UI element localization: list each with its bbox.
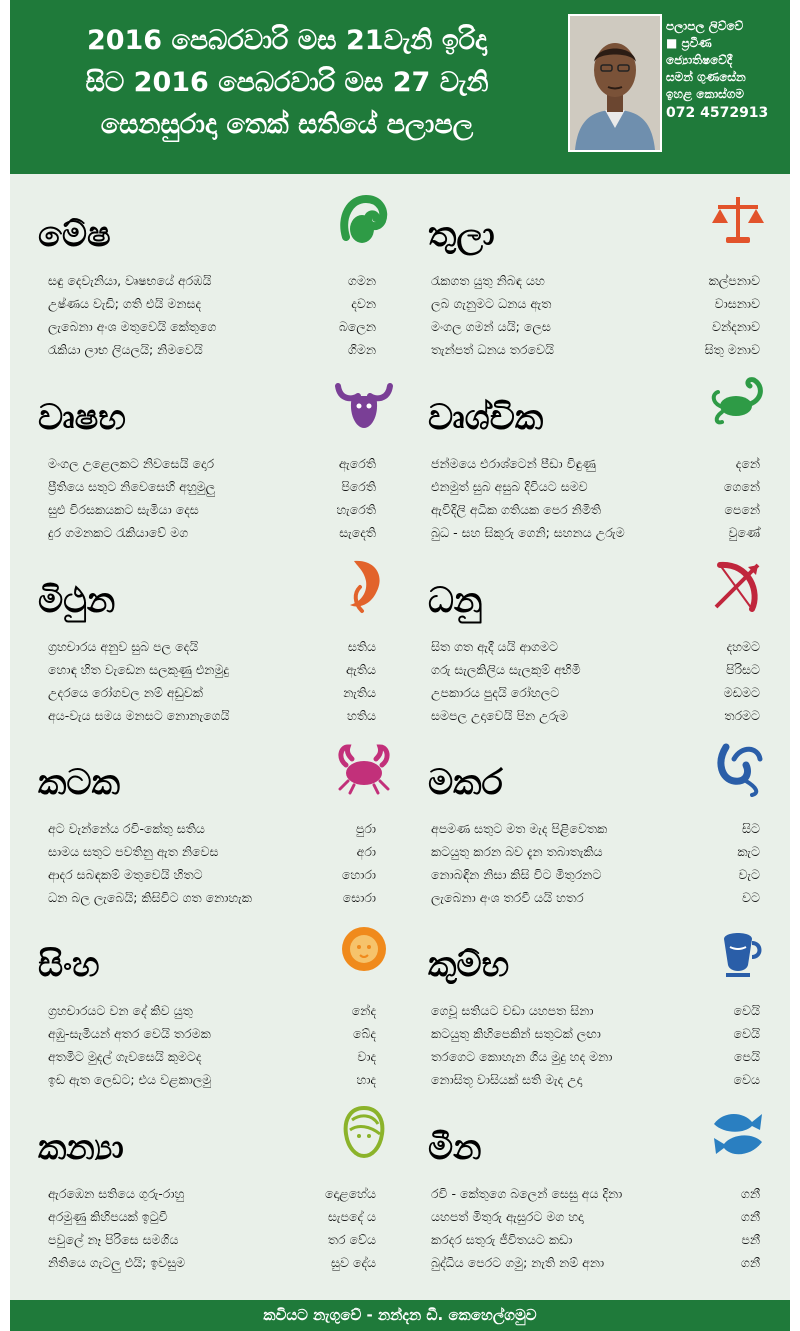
sign-title: ධනු <box>428 581 483 621</box>
title-line: 2016 පෙබරවාරි මස 21වැනි ඉරිදා <box>86 25 488 56</box>
verse-rhyme-word: කල්පනාව <box>708 273 760 288</box>
verse-line: මංගල ගමන් යයි; ලෙස <box>431 319 551 334</box>
verse-line: ධන බල ලැබෙයි; කිසිවිට ගත නොහැක <box>48 890 252 905</box>
verse-line: නොබඳින නිසා කිසි විට මිතුරනට <box>431 867 602 882</box>
astrologer-photo <box>568 14 662 152</box>
verse-rhyme-word: සිතු මනාව <box>704 342 760 357</box>
verse-rhyme-word: වාද <box>357 1049 376 1064</box>
verse-rhyme-word: ගනී <box>740 1209 760 1224</box>
verse-line: උපකාරය පුදයි රෝහලට <box>431 685 560 700</box>
verse-rhyme-word: ගමන <box>347 273 376 288</box>
verse-rhyme-word: හැරෙති <box>336 502 376 517</box>
sign-title: මකර <box>428 763 503 803</box>
verse-rhyme-word: දනේ <box>735 456 760 471</box>
verse-line: ඉඩ ඇත ලෙඩට; එය වළකාලමු <box>48 1072 212 1087</box>
verse-line: බුධ - සහ සිකුරු ගෙනි; සහනය උරුම <box>431 525 625 540</box>
byline-line: සමන් ගුණසේන <box>666 70 746 84</box>
verse-rhyme-word: දහමට <box>726 639 760 654</box>
phone-number: 072 4572913 <box>666 105 769 121</box>
verse-rhyme-word: දවන <box>351 296 376 311</box>
byline-line: ■ ප්‍රවීණ <box>666 36 712 50</box>
verse-rhyme-word: වන්දනාව <box>712 319 760 334</box>
verse-rhyme-word: පුරා <box>355 821 376 836</box>
verse-rhyme-word: ගනී <box>740 1255 760 1270</box>
verse-rhyme-word: වාසනාව <box>714 296 760 311</box>
verse-line: රවි - කේතුගෙ බලෙන් සෙසු අය දිනා <box>431 1186 623 1201</box>
verse-line: උෂ්ණය වැඩි; ගති එයි මනසද <box>48 296 202 311</box>
verse-line: රැකියා ලාභ ලියලයි; නිමවෙයි <box>48 342 203 357</box>
sign-title: මේෂ <box>38 215 111 255</box>
verse-rhyme-word: තරමට <box>724 708 760 723</box>
verse-line: සමපල උදාවෙයි පින උරුම <box>431 708 569 723</box>
byline-line: පලාපල ලිව්වේ <box>666 19 744 33</box>
verse-rhyme-word: අරා <box>356 844 376 859</box>
verse-line: අට වැන්නේය රවි-කේතු සතිය <box>48 821 205 836</box>
verse-rhyme-word: හොරා <box>341 867 376 882</box>
virgo-maiden-icon <box>332 1100 396 1164</box>
verse-rhyme-word: වුණේ <box>728 525 760 540</box>
verse-line: සුළු විරසකයකට සැමියා දෙස <box>48 502 199 517</box>
verse-rhyme-word: හතිය <box>347 708 376 723</box>
verse-rhyme-word: වෙයි <box>733 1003 760 1018</box>
verse-rhyme-word: සැපදේ ය <box>328 1209 376 1224</box>
verse-line: බුද්ධිය පෙරට ගමු; නැති නම් අනා <box>431 1255 605 1270</box>
cancer-crab-icon <box>332 735 396 799</box>
verse-rhyme-word: වට <box>742 890 760 905</box>
verse-rhyme-word: සතිය <box>347 639 376 654</box>
verse-rhyme-word: නැතිය <box>343 685 376 700</box>
verse-line: ලැබෙනා අංශ තරවී යයි හතර <box>431 890 584 905</box>
aries-ram-icon <box>332 187 396 251</box>
verse-line: අරමුණු කිහිපයක් ඉටුවී <box>48 1209 168 1224</box>
byline-line: ජ්‍යොතිෂවේදී <box>666 53 733 67</box>
verse-line: ජන්මයෙ එරාශ්ටෙන් පීඩා විඳුණු <box>431 456 596 471</box>
title-line: සිට 2016 පෙබරවාරි මස 27 වැනි <box>85 67 489 98</box>
byline-line: ඉහළ කොස්ගම <box>666 87 744 101</box>
taurus-bull-icon <box>332 370 396 434</box>
verse-rhyme-word: වෙය <box>733 1072 760 1087</box>
verse-rhyme-word: තර වේය <box>327 1232 376 1247</box>
verse-rhyme-word: වෙයි <box>733 1026 760 1041</box>
verse-rhyme-word: දොළහේය <box>325 1186 376 1201</box>
page-title <box>22 20 552 146</box>
verse-line: අය-වැය සමය මනසට නොනැගෙයි <box>48 708 230 723</box>
verse-rhyme-word: පිරෙති <box>341 479 376 494</box>
verse-line: දුර ගමනකට රැකියාවේ මග <box>48 525 189 540</box>
verse-rhyme-word: ඇරෙති <box>338 456 376 471</box>
sign-title: මීන <box>428 1128 482 1168</box>
scorpio-scorpion-icon <box>706 370 770 434</box>
verse-rhyme-word: ගෙනේ <box>723 479 760 494</box>
verse-line: ඇරඹෙන සතියෙ ගුරු-රාහු <box>48 1186 185 1201</box>
verse-line: හොඳ හිත වැඩෙන සලකුණු එනමුදු <box>48 662 229 677</box>
verse-rhyme-word: වැට <box>738 867 760 882</box>
verse-line: මංගල උළෙලකට නිවසෙයි දොර <box>48 456 215 471</box>
verse-line: කටයුතු කිහිපෙකින් සතුටක් ලඟා <box>431 1026 601 1041</box>
verse-rhyme-word: ගිමන <box>347 342 376 357</box>
sagittarius-bow-icon <box>706 553 770 617</box>
sign-title: සිංහ <box>38 945 100 985</box>
sign-title: වෘෂභ <box>38 398 126 438</box>
title-line: සෙනසුරාදා තෙක් සතියේ පලාපල <box>100 109 474 140</box>
verse-line: ගරු සැලකිලිය සැලකුම් අභිමි <box>431 662 581 677</box>
verse-line: කරදර සතුරු ජීවිතයට කඩා <box>431 1232 573 1247</box>
verse-line: නිතියෙ ගැටලු එයි; ඉවසුම <box>48 1255 186 1270</box>
sign-title: කටක <box>38 763 121 803</box>
astrologer-byline <box>666 18 788 122</box>
header-banner <box>10 0 790 174</box>
verse-line: පවුලේ නෑ පිරිසෙ සමගිය <box>48 1232 179 1247</box>
sign-title: තුලා <box>428 215 495 255</box>
verse-rhyme-word: පෙයි <box>734 1049 760 1064</box>
verse-rhyme-word: බේද <box>352 1026 376 1041</box>
verse-rhyme-word: සැදෙති <box>339 525 376 540</box>
verse-line: අපමණ සතුට මත මැද පිළිවෙතක <box>431 821 608 836</box>
verse-rhyme-word: පිරිසට <box>726 662 760 677</box>
verse-line: යහපත් මිතුරු ඇසුරට මග හදා <box>431 1209 584 1224</box>
sign-title: මිථුන <box>38 581 116 621</box>
verse-rhyme-word: සිට <box>742 821 760 836</box>
horoscope-page <box>10 0 790 1331</box>
libra-scales-icon <box>706 187 770 251</box>
verse-line: ප්‍රීතියෙ සතුට නිවෙසෙහි අහුමුලු <box>48 479 216 494</box>
verse-line: ගෙවූ සතියට වඩා යහපත සිනා <box>431 1003 594 1018</box>
verse-line: සිත ගත ඇදී යයි ආගමට <box>431 639 558 654</box>
aquarius-water-bearer-icon <box>706 917 770 981</box>
pisces-fish-icon <box>706 1100 770 1164</box>
verse-line: අඹු-සැමියන් අතර වෙයි තරමක <box>48 1026 211 1041</box>
verse-line: තරගෙට කොහැන ගිය මුදු හද මනා <box>431 1049 613 1064</box>
verse-rhyme-word: බලෙන <box>338 319 376 334</box>
verse-line: ග්‍රහචාරය අනුව සුබ පල දෙයි <box>48 639 199 654</box>
verse-rhyme-word: නේද <box>351 1003 376 1018</box>
verse-rhyme-word: කැට <box>737 844 760 859</box>
verse-line: නොසිතූ වාසියක් සති මැද උදා <box>431 1072 583 1087</box>
sign-title: කුම්භ <box>428 945 510 985</box>
verse-rhyme-word: හාද <box>356 1072 376 1087</box>
verse-line: අතමිට මුදල් ගැවසෙයි කුමටද <box>48 1049 202 1064</box>
verse-line: සාමය සතුට පවතිනු ඇත නිවෙස <box>48 844 219 859</box>
verse-rhyme-word: මඩමට <box>723 685 760 700</box>
verse-line: තැන්පත් ධනය තරවෙයි <box>431 342 554 357</box>
verse-rhyme-word: ඇතිය <box>346 662 376 677</box>
verse-line: ආදර සබඳකම් මතුවෙයි හිතට <box>48 867 203 882</box>
verse-rhyme-word: සොරා <box>342 890 376 905</box>
verse-line: රැකගත යුතු නිබඳ යහ <box>431 273 545 288</box>
verse-rhyme-word: පෙනේ <box>724 502 760 517</box>
capricorn-goat-icon <box>706 735 770 799</box>
verse-line: එනමුත් සුබ අසුබ දිවියට සමව <box>431 479 588 494</box>
verse-line: කටයුතු කරන බව දැන තබාතැකිය <box>431 844 603 859</box>
verse-line: සඳු දෙවැනියා, වෘෂභයේ අරඹයි <box>48 273 212 288</box>
verse-line: ලැබෙනා අංශ මතුවෙයි කේතුගෙ <box>48 319 217 334</box>
gemini-twins-icon <box>332 553 396 617</box>
sign-title: වෘශ්චික <box>428 398 544 438</box>
sign-title: කන්‍යා <box>38 1128 124 1168</box>
verse-rhyme-word: ගනී <box>740 1186 760 1201</box>
verse-line: උදරයෙ රෝගවල නම් අඩුවක් <box>48 685 203 700</box>
footer-credit: කවියට නැගුවේ - නන්දන ඩී. කෙහෙල්ගමුව <box>10 1300 790 1331</box>
verse-rhyme-word: සුව දේය <box>331 1255 376 1270</box>
verse-line: ඇවිදිලි අධික ගතියක පෙර නිමිති <box>431 502 601 517</box>
verse-rhyme-word: පනී <box>741 1232 760 1247</box>
verse-line: ලබ ගැනුමට ධනය ඇත <box>431 296 552 311</box>
leo-lion-icon <box>332 917 396 981</box>
verse-line: ග්‍රහචාරයට වන දේ කිව යුතු <box>48 1003 193 1018</box>
